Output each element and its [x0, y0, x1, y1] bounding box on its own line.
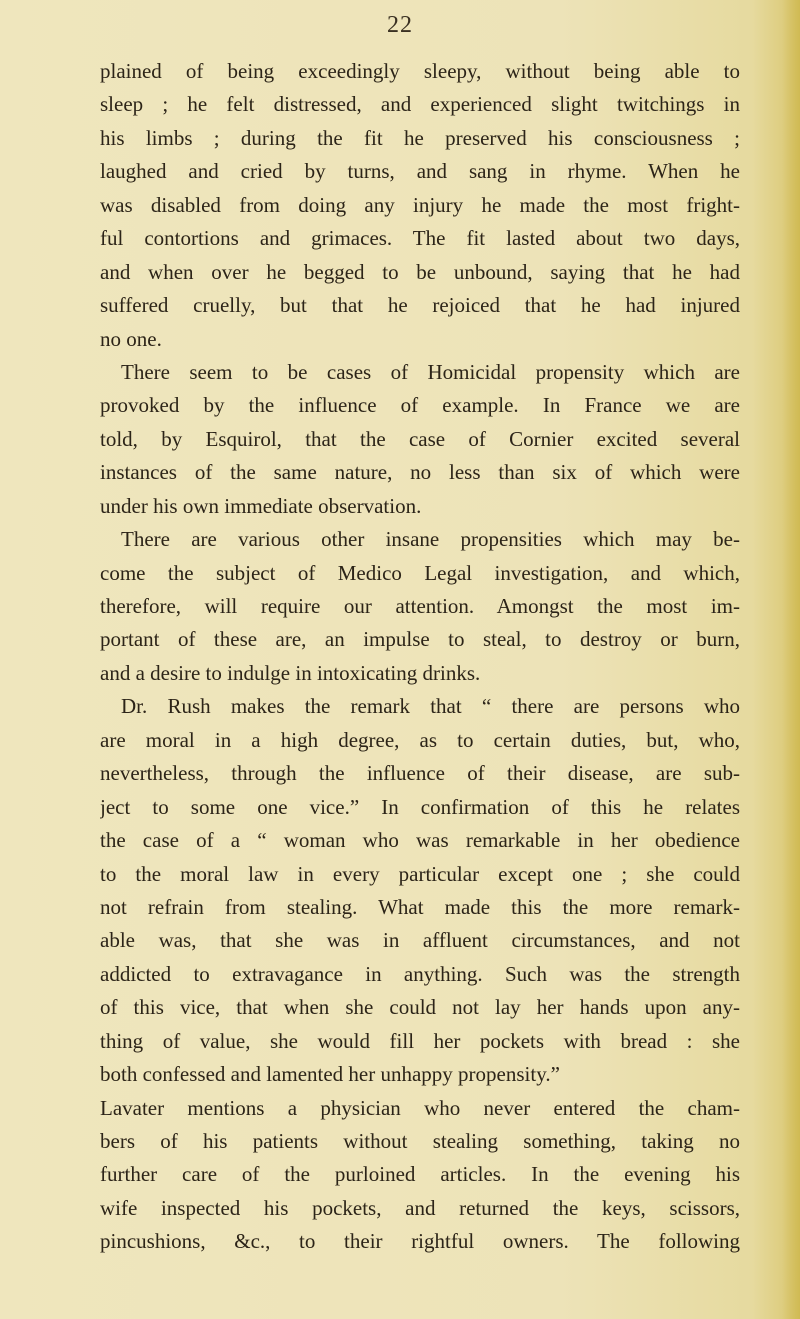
text-line: further care of the purloined articles. In the evening his [100, 1162, 740, 1187]
text-line: was disabled from doing any injury he made the most fright- [100, 192, 740, 217]
text-line: wife inspected his pockets, and returned the keys, scissors, [100, 1195, 740, 1220]
text-line: the case of a “ woman who was remarkable in her obedience [100, 828, 740, 853]
text-line: come the subject of Medico Legal investigation, and which, [100, 560, 740, 585]
text-line: of this vice, that when she could not lay her hands upon any- [100, 995, 740, 1020]
text-line: are moral in a high degree, as to certain duties, but, who, [100, 727, 740, 752]
text-line: There seem to be cases of Homicidal propensity which are [121, 359, 740, 384]
body-text [100, 55, 740, 1259]
text-line: plained of being exceedingly sleepy, without being able to [100, 59, 740, 83]
text-line: instances of the same nature, no less than six of which were [100, 460, 740, 485]
text-line: provoked by the influence of example. In France we are [100, 393, 740, 418]
text-line: both confessed and lamented her unhappy propensity.” [100, 1062, 560, 1087]
text-line: nevertheless, through the influence of their disease, are sub- [100, 761, 740, 786]
text-line: therefore, will require our attention. Amongst the most im- [100, 594, 740, 618]
text-line: bers of his patients without stealing something, taking no [100, 1129, 740, 1153]
text-line: told, by Esquirol, that the case of Cornier excited several [100, 426, 740, 451]
text-line: sleep ; he felt distressed, and experienced slight twitchings in [100, 92, 740, 117]
text-line: under his own immediate observation. [100, 493, 422, 518]
text-line: his limbs ; during the fit he preserved his consciousness ; [100, 125, 740, 150]
text-line: suffered cruelly, but that he rejoiced that he had injured [100, 293, 740, 318]
text-line: Lavater mentions a physician who never entered the cham- [100, 1095, 740, 1120]
text-line: pincushions, &c., to their rightful owners. The following [100, 1229, 740, 1254]
text-line: thing of value, she would fill her pockets with bread : she [100, 1028, 740, 1053]
page-number: 22 [387, 12, 413, 38]
page-edge-shadow [782, 0, 800, 1319]
text-line: portant of these are, an impulse to steal, to destroy or burn, [100, 627, 740, 652]
text-line: addicted to extravagance in anything. Such was the strength [100, 961, 740, 986]
text-line: to the moral law in every particular except one ; she could [100, 861, 740, 886]
text-line: There are various other insane propensities which may be- [121, 527, 740, 552]
text-line: ful contortions and grimaces. The fit lasted about two days, [100, 226, 740, 251]
text-line: no one. [100, 326, 162, 351]
text-line: Dr. Rush makes the remark that “ there are persons who [121, 694, 740, 719]
text-line: ject to some one vice.” In confirmation of this he relates [100, 794, 740, 819]
text-line: laughed and cried by turns, and sang in rhyme. When he [100, 159, 740, 184]
text-line: not refrain from stealing. What made this the more remark- [100, 894, 740, 919]
text-line: and a desire to indulge in intoxicating drinks. [100, 660, 481, 685]
text-line: able was, that she was in affluent circumstances, and not [100, 928, 740, 953]
text-line: and when over he begged to be unbound, saying that he had [100, 259, 740, 284]
